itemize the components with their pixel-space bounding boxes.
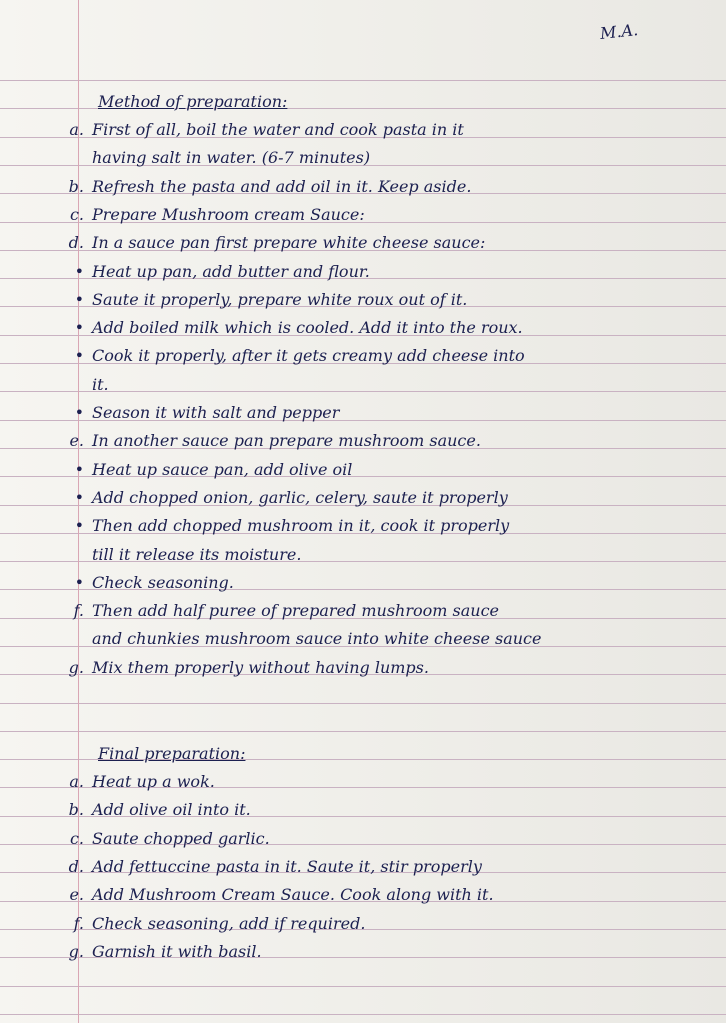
step-marker: • [74, 459, 84, 479]
method-step [10, 144, 720, 172]
method-step [10, 201, 720, 229]
ruled-line [0, 731, 726, 732]
step-text: Add Mushroom Cream Sauce. Cook along with it. [92, 885, 494, 905]
method-step [10, 427, 720, 455]
final-step [10, 768, 720, 796]
step-marker: • [74, 403, 84, 422]
method-step [10, 625, 720, 653]
method-step [10, 116, 720, 144]
step-text: Cook it properly, after it gets creamy add cheese into [92, 346, 525, 366]
method-step [10, 229, 720, 257]
step-text: it. [92, 374, 109, 394]
step-marker: b. [68, 800, 84, 820]
step-marker: e. [69, 885, 84, 905]
ruled-line [0, 80, 726, 81]
step-marker: c. [69, 204, 84, 224]
step-marker: a. [69, 120, 84, 139]
method-step [10, 456, 720, 484]
method-step [10, 314, 720, 342]
step-text: till it release its moisture. [92, 544, 302, 564]
ruled-line [0, 986, 726, 987]
ruled-line [0, 703, 726, 704]
step-text: and chunkies mushroom sauce into white cheese sauce [92, 629, 542, 649]
step-text: Add fettuccine pasta in it. Saute it, stir properly [92, 856, 482, 876]
step-marker: f. [73, 601, 84, 621]
step-text: Garnish it with basil. [92, 941, 262, 961]
step-marker: • [74, 516, 84, 536]
step-marker: d. [68, 856, 84, 876]
step-marker: b. [68, 176, 84, 196]
step-text: Heat up pan, add butter and flour. [92, 261, 370, 281]
step-marker: • [74, 261, 84, 281]
step-marker: • [74, 346, 84, 366]
step-marker: • [74, 487, 84, 507]
method-step [10, 569, 720, 597]
step-marker: d. [68, 233, 84, 253]
method-step [10, 512, 720, 540]
step-text: Check seasoning, add if required. [92, 913, 366, 933]
step-text: Saute chopped garlic. [92, 828, 270, 848]
step-text: Then add half puree of prepared mushroom sauce [92, 601, 500, 621]
signature: M.A. [599, 20, 639, 43]
step-text: Check seasoning. [92, 572, 234, 592]
step-text: Add chopped onion, garlic, celery, saute it properly [92, 487, 508, 507]
method-step [10, 173, 720, 201]
final-step [10, 910, 720, 938]
step-text: Refresh the pasta and add oil in it. Keep aside. [92, 176, 472, 196]
step-text: Mix them properly without having lumps. [92, 657, 429, 677]
method-step [10, 399, 720, 427]
step-text: Saute it properly, prepare white roux out of it. [92, 289, 468, 309]
method-step [10, 541, 720, 569]
ruled-line [0, 1014, 726, 1015]
final-step [10, 938, 720, 966]
method-heading-text: Method of preparation: [98, 92, 288, 111]
step-marker: • [74, 572, 84, 592]
final-heading [10, 740, 720, 768]
method-step [10, 371, 720, 399]
final-step [10, 825, 720, 853]
step-text: having salt in water. (6-7 minutes) [92, 148, 371, 168]
final-step [10, 796, 720, 824]
method-heading [10, 88, 720, 116]
step-text: Add boiled milk which is cooled. Add it into the roux. [92, 318, 523, 338]
step-text: Then add chopped mushroom in it, cook it properly [92, 516, 510, 536]
step-marker: e. [69, 431, 84, 451]
method-step [10, 258, 720, 286]
step-text: Season it with salt and pepper [92, 403, 340, 422]
step-marker: a. [69, 772, 84, 791]
final-step [10, 881, 720, 909]
step-marker: f. [73, 913, 84, 933]
final-step [10, 853, 720, 881]
step-text: In a sauce pan first prepare white cheese sauce: [92, 233, 486, 253]
final-heading-text: Final preparation: [98, 744, 246, 763]
method-step [10, 484, 720, 512]
step-marker: c. [69, 828, 84, 848]
step-text: Prepare Mushroom cream Sauce: [92, 204, 365, 224]
method-step [10, 286, 720, 314]
method-step [10, 654, 720, 682]
step-marker: • [74, 318, 84, 338]
step-text: In another sauce pan prepare mushroom sauce. [92, 431, 481, 451]
step-text: First of all, boil the water and cook pasta in it [92, 120, 464, 139]
step-text: Heat up sauce pan, add olive oil [92, 459, 353, 479]
step-text: Heat up a wok. [92, 772, 215, 791]
step-text: Add olive oil into it. [92, 800, 251, 820]
step-marker: g. [68, 941, 84, 961]
method-step [10, 342, 720, 370]
step-marker: g. [68, 657, 84, 677]
method-step [10, 597, 720, 625]
step-marker: • [74, 289, 84, 309]
